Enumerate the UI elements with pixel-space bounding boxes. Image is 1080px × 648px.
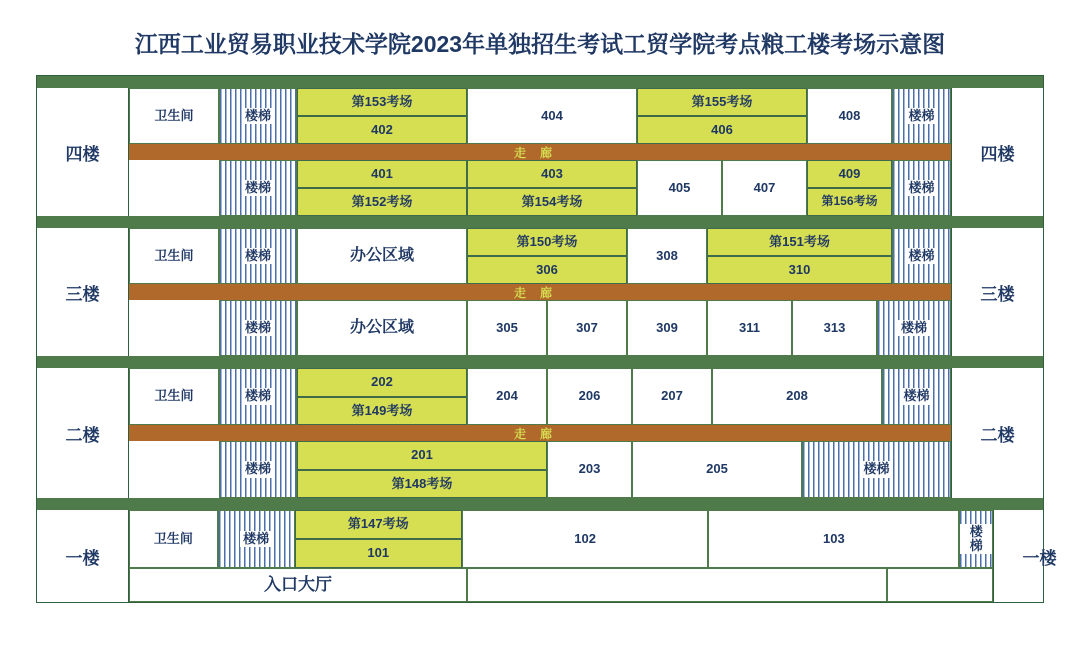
corridor-2: 走廊	[129, 425, 951, 441]
floor-divider-band	[37, 498, 1043, 510]
stairs-label: 楼梯	[242, 108, 274, 124]
stairs-4-upper-left	[219, 88, 297, 144]
stairs-4-lower-left	[219, 160, 297, 216]
room-402[interactable]: 402	[297, 116, 467, 144]
stairs-label: 楼梯	[905, 108, 937, 124]
restroom-4: 卫生间	[129, 88, 219, 144]
room-205[interactable]: 205	[632, 441, 802, 498]
room-204[interactable]: 204	[467, 368, 547, 425]
stairs-1-left	[218, 510, 295, 568]
exam-room-147[interactable]: 第147考场	[295, 510, 462, 539]
room-306[interactable]: 306	[467, 256, 627, 284]
stairs-2-lower-right	[802, 441, 951, 498]
floor-label-left-1: 一楼	[37, 510, 129, 602]
floor-section-4	[37, 88, 1043, 216]
room-406[interactable]: 406	[637, 116, 807, 144]
floor-divider-band	[37, 356, 1043, 368]
blank-2	[129, 441, 219, 498]
stairs-label: 楼梯	[242, 461, 274, 477]
stairs-label: 楼梯	[960, 524, 992, 555]
restroom-1: 卫生间	[129, 510, 218, 568]
exam-room-148[interactable]: 第148考场	[297, 470, 547, 499]
stairs-label: 楼梯	[905, 248, 937, 264]
exam-room-150[interactable]: 第150考场	[467, 228, 627, 256]
room-308[interactable]: 308	[627, 228, 707, 284]
room-309[interactable]: 309	[627, 300, 707, 356]
stairs-3-lower-right	[877, 300, 951, 356]
floor-body-1	[129, 510, 993, 602]
room-407[interactable]: 407	[722, 160, 807, 216]
stairs-label: 楼梯	[905, 180, 937, 196]
room-103[interactable]: 103	[708, 510, 959, 568]
entrance-hall: 入口大厅	[129, 568, 467, 602]
stairs-3-upper-right	[892, 228, 951, 284]
hall-space-a	[467, 568, 887, 602]
stairs-2-upper-right	[882, 368, 951, 425]
exam-room-156[interactable]: 第156考场	[807, 188, 892, 216]
room-101[interactable]: 101	[295, 539, 462, 568]
blank-4	[129, 160, 219, 216]
room-202[interactable]: 202	[297, 368, 467, 397]
stairs-2-lower-left	[219, 441, 297, 498]
room-404[interactable]: 404	[467, 88, 637, 144]
stairs-label: 楼梯	[242, 388, 274, 404]
exam-room-151[interactable]: 第151考场	[707, 228, 892, 256]
floor-section-2	[37, 368, 1043, 498]
floor-label-right-3: 三楼	[951, 228, 1043, 356]
room-408[interactable]: 408	[807, 88, 892, 144]
stairs-label: 楼梯	[860, 461, 892, 477]
office-area-3-lower: 办公区域	[297, 300, 467, 356]
room-305[interactable]: 305	[467, 300, 547, 356]
floor-body-3	[129, 228, 951, 356]
stairs-label: 楼梯	[242, 248, 274, 264]
room-313[interactable]: 313	[792, 300, 877, 356]
corridor-3: 走廊	[129, 284, 951, 300]
building-plan	[36, 75, 1057, 603]
exam-room-153[interactable]: 第153考场	[297, 88, 467, 116]
stairs-4-upper-right	[892, 88, 951, 144]
blank-3	[129, 300, 219, 356]
restroom-3: 卫生间	[129, 228, 219, 284]
room-311[interactable]: 311	[707, 300, 792, 356]
restroom-2: 卫生间	[129, 368, 219, 425]
stairs-label: 楼梯	[900, 388, 932, 404]
floor-body-2	[129, 368, 951, 498]
page-title: 江西工业贸易职业技术学院2023年单独招生考试工贸学院考点粮工楼考场示意图	[134, 31, 946, 57]
room-206[interactable]: 206	[547, 368, 632, 425]
room-307[interactable]: 307	[547, 300, 627, 356]
exam-room-152[interactable]: 第152考场	[297, 188, 467, 216]
stairs-label: 楼梯	[242, 180, 274, 196]
floor-label-left-4: 四楼	[37, 88, 129, 216]
floor-divider-band	[37, 216, 1043, 228]
room-207[interactable]: 207	[632, 368, 712, 425]
floor-section-3	[37, 228, 1043, 356]
room-208[interactable]: 208	[712, 368, 882, 425]
floor-body-4	[129, 88, 951, 216]
floor-divider-band	[37, 76, 1043, 88]
floor-section-1	[37, 510, 1057, 602]
exam-room-154[interactable]: 第154考场	[467, 188, 637, 216]
room-403[interactable]: 403	[467, 160, 637, 188]
stairs-2-upper-left	[219, 368, 297, 425]
room-201[interactable]: 201	[297, 441, 547, 470]
stairs-label: 楼梯	[240, 531, 272, 547]
office-area-3-upper: 办公区域	[297, 228, 467, 284]
exam-room-155[interactable]: 第155考场	[637, 88, 807, 116]
hall-space-b	[887, 568, 993, 602]
floor-label-right-2: 二楼	[951, 368, 1043, 498]
room-310[interactable]: 310	[707, 256, 892, 284]
room-102[interactable]: 102	[462, 510, 708, 568]
room-405[interactable]: 405	[637, 160, 722, 216]
room-409[interactable]: 409	[807, 160, 892, 188]
floor-label-right-4: 四楼	[951, 88, 1043, 216]
room-401[interactable]: 401	[297, 160, 467, 188]
stairs-3-lower-left	[219, 300, 297, 356]
exam-room-149[interactable]: 第149考场	[297, 397, 467, 426]
stairs-3-upper-left	[219, 228, 297, 284]
stairs-label: 楼梯	[898, 320, 930, 336]
floor-label-right-1: 一楼	[993, 510, 1080, 602]
floor-label-left-3: 三楼	[37, 228, 129, 356]
room-203[interactable]: 203	[547, 441, 632, 498]
floor-label-left-2: 二楼	[37, 368, 129, 498]
stairs-4-lower-right	[892, 160, 951, 216]
corridor-4: 走廊	[129, 144, 951, 160]
stairs-1-right	[959, 510, 993, 568]
stairs-label: 楼梯	[242, 320, 274, 336]
